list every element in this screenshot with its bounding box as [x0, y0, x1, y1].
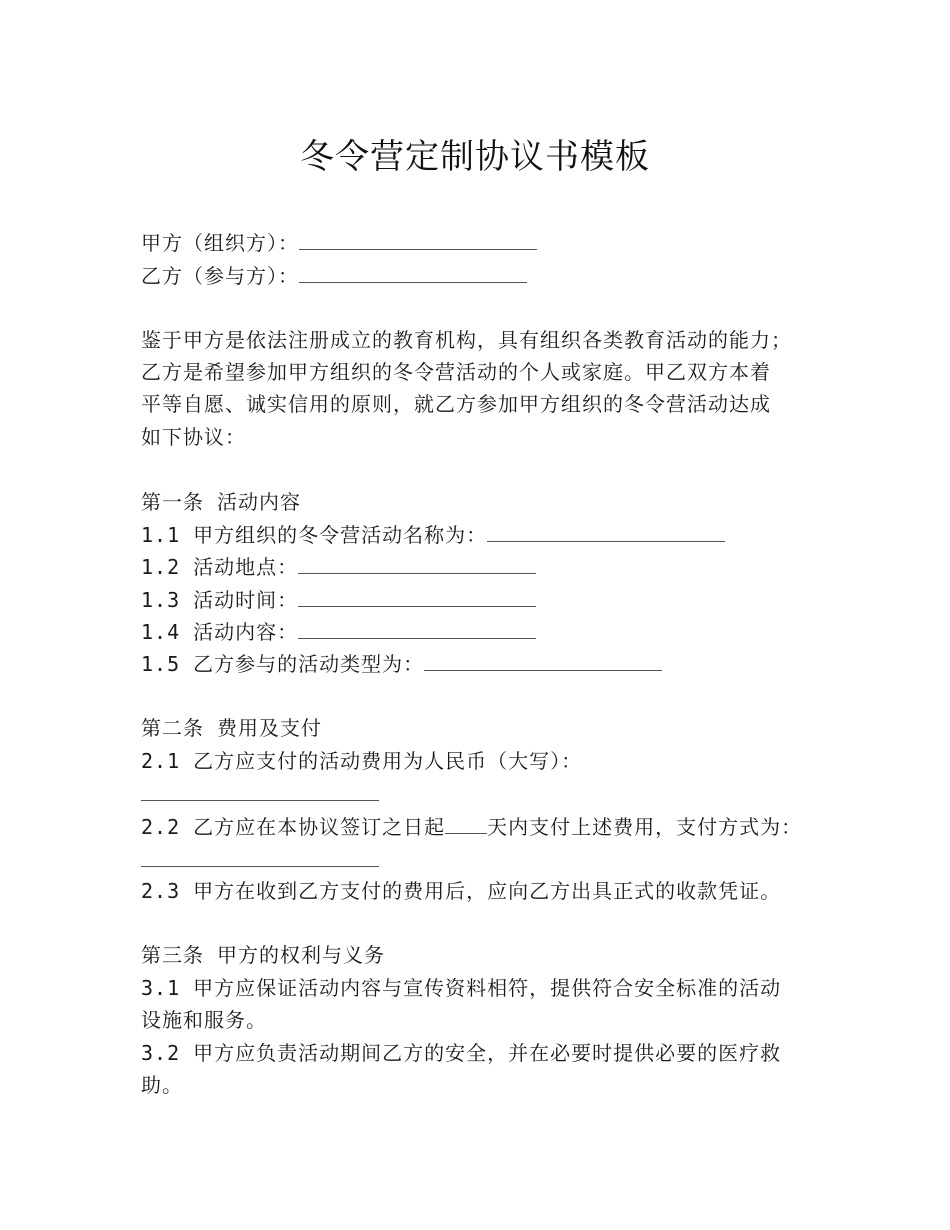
article1-item-5-text: 1.5 乙方参与的活动类型为：: [141, 652, 425, 676]
preamble-line: 平等自愿、诚实信用的原则，就乙方参加甲方组织的冬令营活动达成: [141, 392, 771, 416]
article1-item-4-text: 1.4 活动内容：: [141, 620, 299, 644]
party-b-label: 乙方（参与方）：: [141, 264, 299, 288]
article1-item-3-text: 1.3 活动时间：: [141, 588, 299, 612]
article2-item-2-text-b: 天内支付上述费用，支付方式为：: [487, 815, 803, 839]
article2-item-2-text-a: 2.2 乙方应在本协议签订之日起: [141, 815, 446, 839]
article3-item-2-cont: 助。: [141, 1073, 183, 1097]
article3-heading: 第三条 甲方的权利与义务: [141, 943, 386, 967]
article2-item-2: [141, 811, 802, 843]
document-title: 冬令营定制协议书模板: [300, 137, 650, 177]
article3-item-1-cont: 设施和服务。: [141, 1008, 267, 1032]
payment-days-blank[interactable]: [445, 815, 487, 834]
party-a-blank[interactable]: [299, 231, 537, 250]
preamble-line: 如下协议：: [141, 425, 246, 449]
article2-heading: 第二条 费用及支付: [141, 716, 323, 740]
activity-name-blank[interactable]: [487, 523, 725, 542]
article1-item-2: [141, 551, 536, 583]
fee-amount-blank[interactable]: [141, 800, 379, 801]
article1-item-1: [141, 519, 725, 551]
article1-item-4: [141, 616, 536, 648]
activity-time-blank[interactable]: [298, 588, 536, 607]
article1-item-1-text: 1.1 甲方组织的冬令营活动名称为：: [141, 523, 488, 547]
activity-location-blank[interactable]: [298, 555, 536, 574]
party-b-line: [141, 260, 527, 292]
activity-content-blank[interactable]: [298, 620, 536, 639]
article2-item-3: 2.3 甲方在收到乙方支付的费用后，应向乙方出具正式的收款凭证。: [141, 879, 782, 903]
article1-item-2-text: 1.2 活动地点：: [141, 555, 299, 579]
article3-item-1: 3.1 甲方应保证活动内容与宣传资料相符，提供符合安全标准的活动: [141, 976, 782, 1000]
article1-heading: 第一条 活动内容: [141, 490, 302, 514]
payment-method-blank[interactable]: [141, 866, 379, 867]
party-a-line: [141, 227, 537, 259]
party-a-label: 甲方（组织方）：: [141, 231, 299, 255]
activity-type-blank[interactable]: [424, 652, 662, 671]
article3-item-2: 3.2 甲方应负责活动期间乙方的安全，并在必要时提供必要的医疗救: [141, 1041, 782, 1065]
preamble-line: 鉴于甲方是依法注册成立的教育机构，具有组织各类教育活动的能力；: [141, 328, 792, 352]
article1-item-3: [141, 584, 536, 616]
preamble-line: 乙方是希望参加甲方组织的冬令营活动的个人或家庭。甲乙双方本着: [141, 360, 771, 384]
article1-item-5: [141, 648, 662, 680]
article2-item-1: 2.1 乙方应支付的活动费用为人民币（大写）：: [141, 749, 583, 773]
party-b-blank[interactable]: [299, 264, 527, 283]
